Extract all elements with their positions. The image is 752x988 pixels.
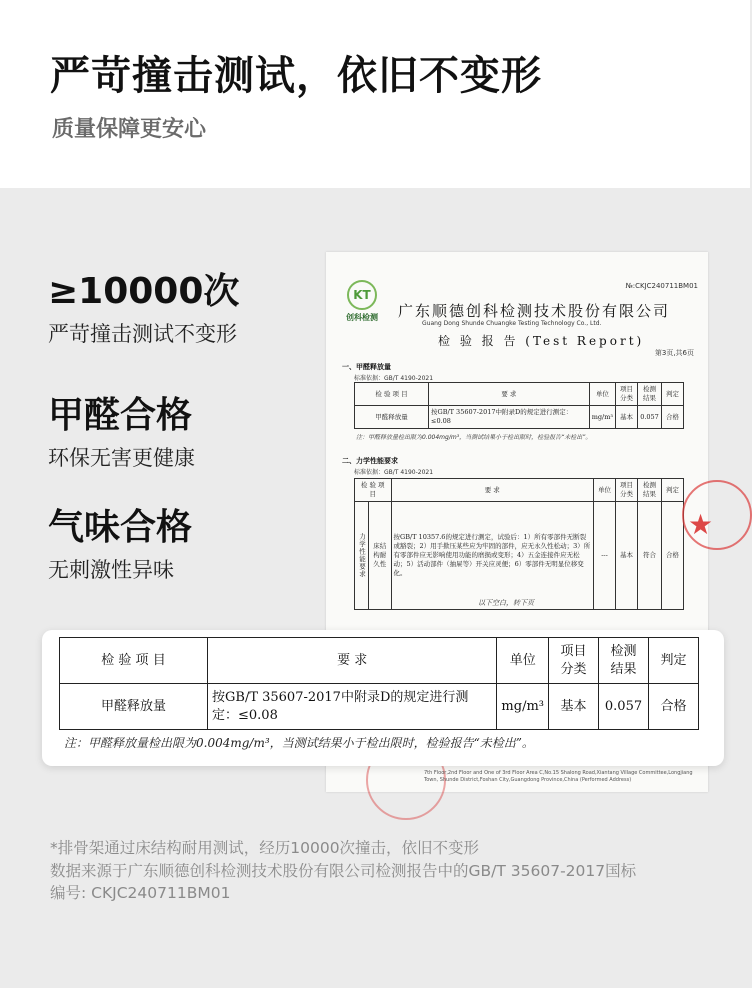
report-title: 检 验 报 告 (Test Report) — [438, 334, 645, 348]
report-table-1 — [354, 382, 684, 429]
footnote-line-3: 编号: CKJC240711BM01 — [50, 884, 231, 902]
feature-headline: 气味合格 — [48, 507, 193, 548]
table-cell: 符合 — [638, 502, 662, 610]
feature-formaldehyde — [48, 396, 195, 472]
table-cell: 床结构耐久性 — [369, 502, 392, 610]
report-section-1: 一、甲醛释放量 — [342, 363, 391, 371]
company-logo — [340, 280, 384, 323]
logo-mark-icon: KT — [347, 280, 377, 310]
table-header: 项目分类 — [616, 383, 638, 406]
report-note-1: 注：甲醛释放量检出限为0.004mg/m³，当测试结果小于检出限时，检验报告“未检出”。 — [356, 434, 592, 441]
table-cell: 按GB/T 35607-2017中附录D的规定进行测定：≤0.08 — [208, 684, 497, 730]
table-cell: 0.057 — [599, 684, 649, 730]
feature-caption: 无刺激性异味 — [48, 558, 174, 582]
zoomed-table — [59, 637, 699, 730]
table-header: 项目分类 — [616, 479, 638, 502]
feature-impact — [48, 272, 239, 348]
table-cell: 基本 — [616, 502, 638, 610]
footnote-line-2: 数据来源于广东顺德创科检测技术股份有限公司检测报告中的GB/T 35607-2017国标 — [50, 862, 637, 880]
report-footer-address: 7th Floor,2nd Floor and One of 3rd Floor Area C,No.15 Shalong Road,Xiantang Village Committee,Longjiang Town, Shunde District,Foshan City,Guangdong Province,China (Performed Address) — [424, 770, 693, 783]
feature-headline: ≥10000次 — [48, 271, 240, 312]
table-header: 判定 — [662, 383, 684, 406]
table-header: 检测结果 — [599, 638, 649, 684]
seal-star-icon: ★ — [688, 508, 714, 541]
table-cell: 0.057 — [638, 406, 662, 429]
table-cell: 按GB/T 10357.6的规定进行测定，试验后：1）所有零部件无断裂或豁裂；2）用手揿压某些应为牢固的部件，应无永久性松动；3）所有零部件应无影响使用功能的磨损或变形；4）五金连接件应无松动；5）活动部件（抽屉等）开关应灵便；6）零部件无明显位移变化。 — [391, 502, 594, 610]
table-cell: 合格 — [649, 684, 699, 730]
table-cell: --- — [594, 502, 616, 610]
table-cell: 合格 — [662, 502, 684, 610]
report-table-2 — [354, 478, 684, 610]
table-header: 单位 — [497, 638, 549, 684]
table-header: 要 求 — [391, 479, 594, 502]
feature-caption: 环保无害更健康 — [48, 446, 195, 470]
table-cell: 基本 — [616, 406, 638, 429]
report-standard-1: 标准依据：GB/T 4190-2021 — [354, 375, 434, 382]
table-header: 项目分类 — [549, 638, 599, 684]
table-header: 判定 — [649, 638, 699, 684]
feature-caption: 严苛撞击测试不变形 — [48, 322, 237, 346]
table-header: 判定 — [662, 479, 684, 502]
table-row — [355, 502, 684, 610]
report-end-text: 以下空白，转下页 — [478, 599, 534, 607]
table-header-row — [355, 479, 684, 502]
feature-odor — [48, 508, 192, 584]
table-header: 单位 — [594, 479, 616, 502]
table-header: 要 求 — [429, 383, 590, 406]
table-header: 检 验 项 目 — [355, 383, 429, 406]
report-section-2: 二、力学性能要求 — [342, 457, 398, 465]
table-cell: 基本 — [549, 684, 599, 730]
feature-headline: 甲醛合格 — [48, 395, 193, 436]
table-row — [60, 684, 699, 730]
report-number: №:CKJC240711BM01 — [625, 282, 698, 290]
table-header: 检测结果 — [638, 479, 662, 502]
report-company: 广东顺德创科检测技术股份有限公司 — [398, 302, 671, 320]
zoomed-table-card — [42, 630, 724, 766]
table-cell: 甲醛释放量 — [60, 684, 208, 730]
table-cell: 合格 — [662, 406, 684, 429]
table-header: 单位 — [589, 383, 615, 406]
page-subtitle: 质量保障更安心 — [52, 117, 207, 142]
page-title: 严苛撞击测试，依旧不变形 — [50, 53, 542, 99]
table-header-row — [60, 638, 699, 684]
table-cell: 甲醛释放量 — [355, 406, 429, 429]
zoomed-note: 注：甲醛释放量检出限为0.004mg/m³，当测试结果小于检出限时，检验报告“未检出”。 — [64, 736, 534, 750]
header-panel — [0, 0, 750, 188]
table-header: 要 求 — [208, 638, 497, 684]
table-header: 检 验 项 目 — [355, 479, 392, 502]
table-header: 检测结果 — [638, 383, 662, 406]
footnote-line-1: *排骨架通过床结构耐用测试，经历10000次撞击，依旧不变形 — [50, 839, 480, 857]
table-cell: 力学性能要求 — [355, 502, 369, 610]
report-page: 第3页,共6页 — [654, 349, 694, 357]
table-header: 检 验 项 目 — [60, 638, 208, 684]
logo-text: 创科检测 — [346, 313, 378, 322]
report-company-en: Guang Dong Shunde Chuangke Testing Technology Co., Ltd. — [422, 320, 602, 327]
report-standard-2: 标准依据：GB/T 4190-2021 — [354, 469, 434, 476]
table-header-row — [355, 383, 684, 406]
table-cell: 按GB/T 35607-2017中附录D的规定进行测定：≤0.08 — [429, 406, 590, 429]
table-cell: mg/m³ — [497, 684, 549, 730]
table-cell: mg/m³ — [589, 406, 615, 429]
table-row — [355, 406, 684, 429]
